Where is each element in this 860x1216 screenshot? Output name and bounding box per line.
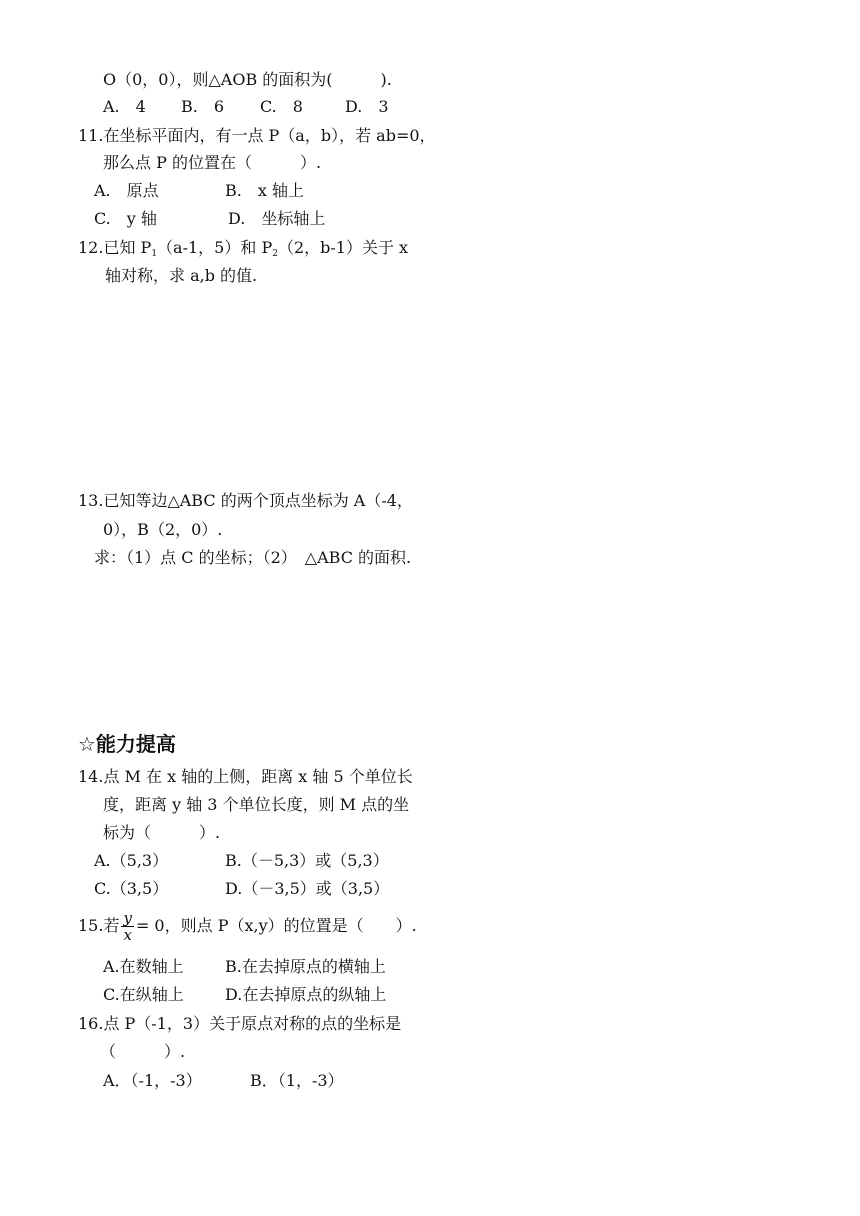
q16-option-b: B．（1，-3）: [250, 1071, 344, 1090]
q15-fraction-denominator: x: [123, 926, 132, 944]
q15-suffix: ，则点 P（x,y）的位置是（ ）.: [164, 916, 417, 935]
q13-stem-line3: 求：（1）点 C 的坐标；（2） △ABC 的面积.: [94, 548, 412, 567]
q11-stem-line2: 那么点 P 的位置在（ ）.: [103, 153, 322, 172]
q15-equals-zero: = 0: [135, 916, 165, 935]
q15-prefix: 15.若: [78, 916, 120, 935]
section-heading: ☆能力提高: [78, 732, 176, 756]
q16-option-a: A．（-1，-3）: [103, 1071, 202, 1090]
q12-stem-line1: [78, 238, 408, 264]
q11-option-d: D. 坐标轴上: [228, 209, 326, 228]
q12-subscript-2: 2: [272, 249, 278, 259]
q10-option-c: C. 8: [260, 97, 303, 116]
q12-stem-line2: 轴对称，求 a,b 的值.: [105, 266, 258, 285]
q14-option-d: D.（－3,5）或（3,5）: [225, 879, 390, 898]
q16-stem-line1: 16.点 P（-1，3）关于原点对称的点的坐标是: [78, 1014, 402, 1033]
q15-option-d: D.在去掉原点的纵轴上: [225, 985, 387, 1004]
q10-option-a: A. 4: [103, 97, 146, 116]
q15-option-c: C.在纵轴上: [103, 985, 184, 1004]
q14-stem-line3: 标为（ ）.: [103, 823, 221, 842]
q15-fraction-numerator: y: [123, 909, 132, 927]
q11-option-c: C. y 轴: [94, 209, 157, 228]
q14-option-c: C.（3,5）: [94, 879, 169, 898]
q13-stem-line1: 13.已知等边△ABC 的两个顶点坐标为 A（-4，: [78, 491, 413, 510]
q13-stem-line2: 0），B（2，0）.: [103, 520, 223, 539]
q11-option-a: A. 原点: [94, 181, 159, 200]
q15-option-b: B.在去掉原点的横轴上: [225, 957, 386, 976]
q10-option-d: D. 3: [345, 97, 389, 116]
q12-text-c: （2，b-1）关于 x: [277, 238, 409, 257]
q15-option-a: A.在数轴上: [103, 957, 184, 976]
q12-text-b: （a-1，5）和 P: [157, 238, 273, 257]
q14-option-b: B.（－5,3）或（5,3）: [225, 851, 389, 870]
q15-stem: [78, 908, 417, 944]
q15-fraction: [121, 910, 133, 943]
q10-option-b: B. 6: [181, 97, 225, 116]
q12-text-a: 12.已知 P: [78, 238, 152, 257]
q12-subscript-1: 1: [151, 249, 158, 259]
q11-option-b: B. x 轴上: [225, 181, 304, 200]
q10-stem: O（0，0），则△AOB 的面积为( ).: [103, 70, 392, 89]
q14-stem-line2: 度，距离 y 轴 3 个单位长度，则 M 点的坐: [103, 795, 410, 814]
q11-stem-line1: 11.在坐标平面内，有一点 P（a，b），若 ab=0，: [78, 126, 436, 145]
q14-stem-line1: 14.点 M 在 x 轴的上侧，距离 x 轴 5 个单位长: [78, 767, 413, 786]
q16-stem-line2: （ ）.: [100, 1042, 186, 1061]
q14-option-a: A.（5,3）: [94, 851, 169, 870]
